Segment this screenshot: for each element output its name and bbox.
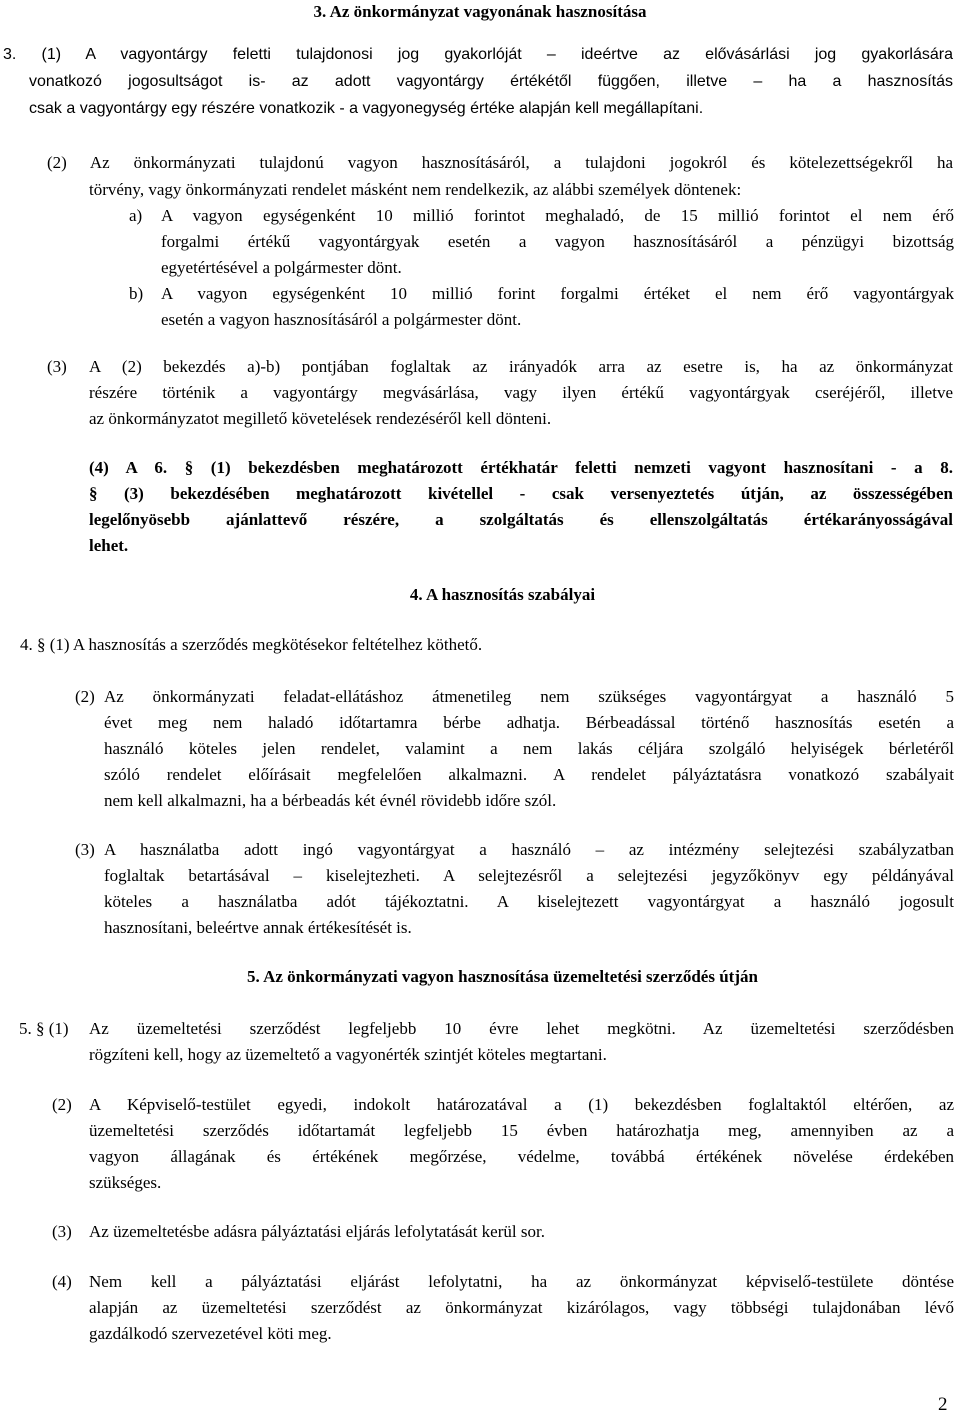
paragraph-3-1-line-2: vonatkozó jogosultságot is- az adott vagyontárgy értékétől függően, illetve – ha a hasznosítás (29, 73, 953, 90)
paragraph-5-2-marker: (2) (52, 1095, 72, 1114)
section-heading-4: 4. A hasznosítás szabályai (409, 585, 596, 604)
paragraph-3-2-line-1: (2) Az önkormányzati tulajdonú vagyon hasznosításáról, a tulajdoni jogokról és kötelezettségekről ha (47, 153, 953, 172)
paragraph-5-2-line-1: A Képviselő-testület egyedi, indokolt határozatával a (1) bekezdésben foglaltaktól eltérően, az (89, 1095, 954, 1114)
paragraph-5-4-line-3: gazdálkodó szervezetével köti meg. (89, 1324, 332, 1343)
item-b-line-1: A vagyon egységenként 10 millió forint forgalmi értéket el nem érő vagyontárgyak (161, 284, 954, 303)
list-marker-b: b) (129, 284, 144, 303)
paragraph-3-1-line-3: csak a vagyontárgy egy részére vonatkozik - a vagyonegység értéke alapján kell megállapítani. (29, 100, 704, 117)
paragraph-4-2-line-5: nem kell alkalmazni, ha a bérbeadás két évnél rövidebb időre szól. (104, 791, 557, 810)
paragraph-3-4-line-3: legelőnyösebb ajánlattevő részére, a szolgáltatás és ellenszolgáltatás értékarányosságával (89, 510, 953, 529)
section-heading-5: 5. Az önkormányzati vagyon hasznosítása üzemeltetési szerződés útján (247, 967, 758, 986)
paragraph-5-2-line-4: szükséges. (89, 1173, 162, 1192)
paragraph-4-2-line-1: Az önkormányzati feladat-ellátáshoz átmenetileg nem szükséges vagyontárgyat a használó 5 (104, 687, 954, 706)
item-b-line-2: esetén a vagyon hasznosításáról a polgármester dönt. (161, 310, 522, 329)
paragraph-3-2-line-2: törvény, vagy önkormányzati rendelet másként nem rendelkezik, az alábbi személyek döntenek: (89, 180, 742, 199)
paragraph-3-3-marker: (3) (47, 357, 67, 376)
paragraph-4-3-marker: (3) (75, 840, 95, 859)
paragraph-4-2-marker: (2) (75, 687, 95, 706)
section-heading-3: 3. Az önkormányzat vagyonának hasznosítása (313, 2, 647, 21)
paragraph-5-4-marker: (4) (52, 1272, 72, 1291)
paragraph-3-1-line-1: 3. (1) A vagyontárgy feletti tulajdonosi jog gyakorlóját – ideértve az elővásárlási jog gyakorlására (3, 46, 953, 63)
paragraph-4-2-line-3: használó köteles jelen rendelet, valamint a nem lakás céljára szolgáló helyiségek bérletéről (104, 739, 954, 758)
paragraph-4-3-line-1: A használatba adott ingó vagyontárgyat a használó – az intézmény selejtezési szabályzatban (104, 840, 954, 859)
paragraph-5-4-line-1: Nem kell a pályáztatási eljárást lefolytatni, ha az önkormányzat képviselő-testülete döntése (89, 1272, 954, 1291)
paragraph-5-4-line-2: alapján az üzemeltetési szerződést az önkormányzat kizárólagos, vagy többségi tulajdonában lévő (89, 1298, 954, 1317)
paragraph-5-2-line-3: vagyon állagának és értékének megőrzése, védelme, továbbá értékének növelése érdekében (89, 1147, 954, 1166)
paragraph-5-3-text: Az üzemeltetésbe adásra pályáztatási eljárás lefolytatását kerül sor. (89, 1222, 545, 1241)
paragraph-3-4-line-1: (4) A 6. § (1) bekezdésben meghatározott értékhatár feletti nemzeti vagyont hasznosítani - a 8. (89, 458, 953, 477)
page-number: 2 (938, 1394, 948, 1415)
paragraph-3-3-line-3: az önkormányzatot megillető követelések rendezéséről kell dönteni. (89, 409, 552, 428)
paragraph-4-3-line-4: hasznosítani, beleértve annak értékesítését is. (104, 918, 412, 937)
paragraph-4-1: 4. § (1) A hasznosítás a szerződés megkötésekor feltételhez köthető. (20, 635, 483, 654)
item-a-line-3: egyetértésével a polgármester dönt. (161, 258, 402, 277)
item-a-line-2: forgalmi értékű vagyontárgyak esetén a vagyon hasznosításáról a pénzügyi bizottság (161, 232, 954, 251)
paragraph-3-4-line-2: § (3) bekezdésében meghatározott kivétellel - csak versenyeztetés útján, az összességében (89, 484, 953, 503)
paragraph-3-4-line-4: lehet. (89, 536, 129, 555)
paragraph-4-2-line-4: szóló rendelet előírásait megfelelően alkalmazni. A rendelet pályáztatásra vonatkozó szabályait (104, 765, 954, 784)
paragraph-5-1-line-1: Az üzemeltetési szerződést legfeljebb 10 évre lehet megkötni. Az üzemeltetési szerződésben (89, 1019, 954, 1038)
paragraph-3-3-line-2: részére történik a vagyontárgy megvásárlása, vagy ilyen értékű vagyontárgyak cseréjéről, illetve (89, 383, 953, 402)
paragraph-5-3-marker: (3) (52, 1222, 72, 1241)
paragraph-5-1-marker: 5. § (1) (19, 1019, 69, 1038)
item-a-line-1: A vagyon egységenként 10 millió forintot meghaladó, de 15 millió forintot el nem érő (161, 206, 954, 225)
paragraph-4-2-line-2: évet meg nem haladó időtartamra bérbe adhatja. Bérbeadással történő hasznosítás esetén a (104, 713, 954, 732)
paragraph-4-3-line-2: foglaltak betartásával – kiselejtezheti. A selejtezésről a selejtezési jegyzőkönyv egy példányával (104, 866, 954, 885)
paragraph-3-3-line-1: A (2) bekezdés a)-b) pontjában foglaltak az irányadók arra az esetre is, ha az önkormányzat (89, 357, 953, 376)
paragraph-4-3-line-3: köteles a használatba adót tájékoztatni. A kiselejtezett vagyontárgyat a használó jogosult (104, 892, 954, 911)
list-marker-a: a) (129, 206, 143, 225)
paragraph-5-1-line-2: rögzíteni kell, hogy az üzemeltető a vagyonérték szintjét köteles megtartani. (89, 1045, 607, 1064)
paragraph-5-2-line-2: üzemeltetési szerződés időtartamát legfeljebb 15 évben határozhatja meg, amennyiben az a (89, 1121, 954, 1140)
